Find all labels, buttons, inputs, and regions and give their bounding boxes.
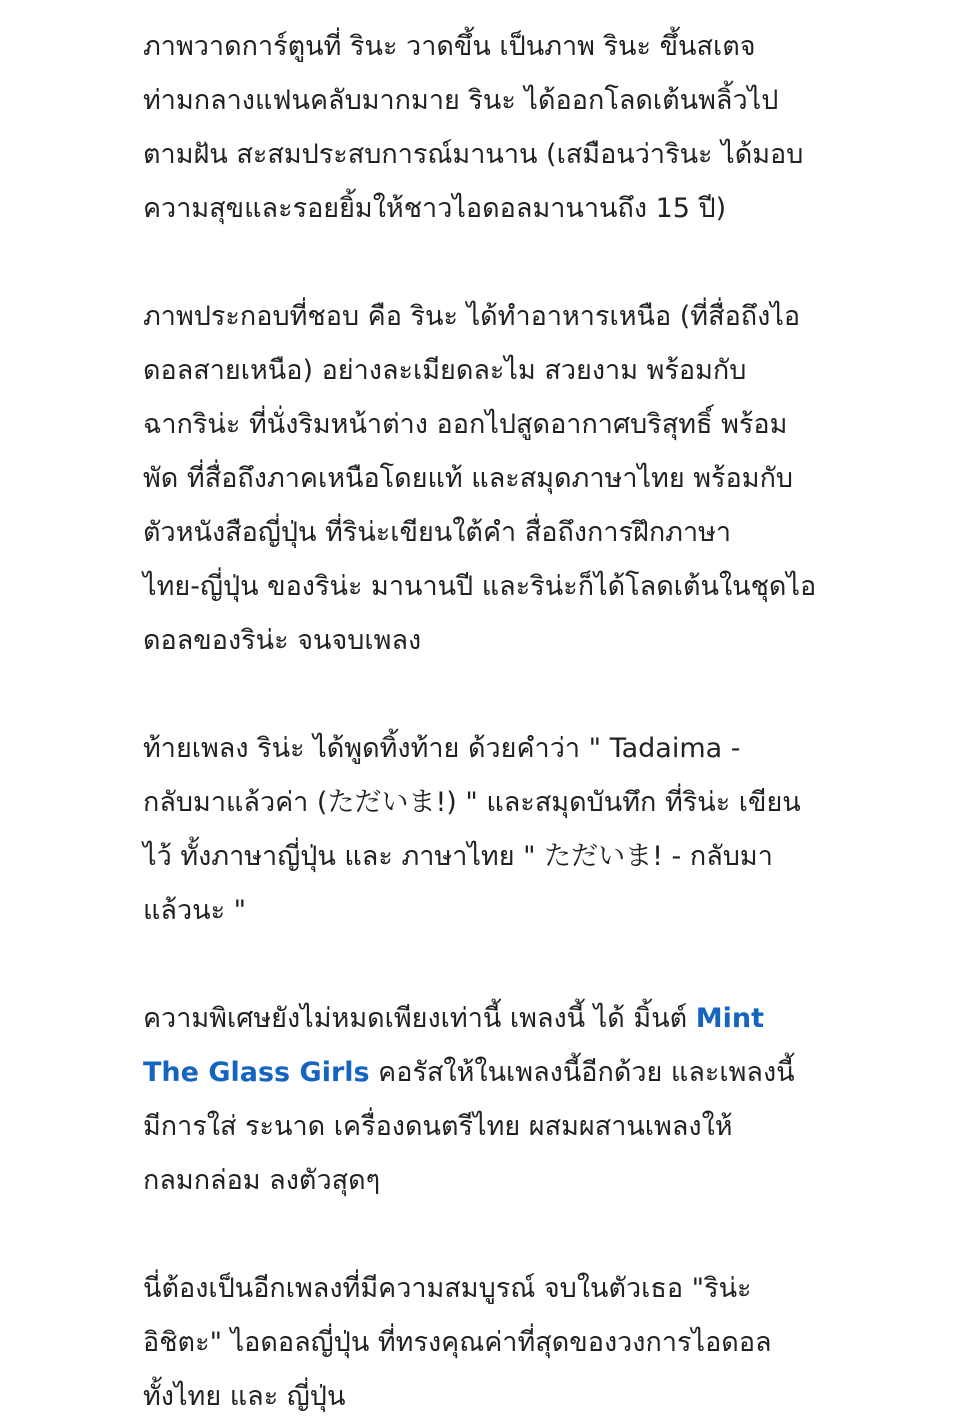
text-line: ตามฝัน สะสมประสบการณ์มานาน (เสมือนว่ารินะ ได้มอบ xyxy=(143,139,804,170)
paragraph-gap xyxy=(143,1208,960,1262)
paragraph-3 xyxy=(143,722,960,938)
text-line: ทั้งไทย และ ญี่ปุ่น xyxy=(143,1381,346,1412)
text-line: ความสุขและรอยยิ้มให้ชาวไอดอลมานานถึง 15 ปี) xyxy=(143,193,727,224)
paragraph-gap xyxy=(143,668,960,722)
text-line xyxy=(143,1046,960,1100)
text-line: กลับมาแล้วค่า (ただいま!) " และสมุดบันทึก ที่ริน่ะ เขียน xyxy=(143,787,801,818)
paragraph-1 xyxy=(143,20,960,236)
paragraph-2 xyxy=(143,290,960,668)
text-line: นี่ต้องเป็นอีกเพลงที่มีความสมบูรณ์ จบในตัวเธอ "ริน่ะ xyxy=(143,1273,752,1304)
the-glass-girls-link[interactable]: The Glass Girls xyxy=(143,1057,370,1088)
text-line: พัด ที่สื่อถึงภาคเหนือโดยแท้ และสมุดภาษาไทย พร้อมกับ xyxy=(143,463,794,494)
text-line: ท่ามกลางแฟนคลับมากมาย รินะ ได้ออกโลดเต้นพลิ้วไป xyxy=(143,85,779,116)
text-segment: ความพิเศษยังไม่หมดเพียงเท่านี้ เพลงนี้ ได้ มิ้นต์ xyxy=(143,1003,696,1034)
text-line: ตัวหนังสือญี่ปุ่น ที่ริน่ะเขียนใต้คำ สื่อถึงการฝึกภาษา xyxy=(143,517,732,548)
text-line: ดอลของริน่ะ จนจบเพลง xyxy=(143,625,422,656)
text-segment: คอรัสให้ในเพลงนี้อีกด้วย และเพลงนี้ xyxy=(369,1057,795,1088)
text-line: ไทย-ญี่ปุ่น ของริน่ะ มานานปี และริน่ะก็ได้โลดเต้นในชุดไอ xyxy=(143,571,817,602)
text-line: กลมกล่อม ลงตัวสุดๆ xyxy=(143,1165,381,1196)
text-line: ภาพวาดการ์ตูนที่ รินะ วาดขึ้น เป็นภาพ รินะ ขึ้นสเตจ xyxy=(143,31,756,62)
paragraph-gap xyxy=(143,236,960,290)
text-line: ท้ายเพลง ริน่ะ ได้พูดทิ้งท้าย ด้วยคำว่า " Tadaima - xyxy=(143,733,741,764)
text-line: แล้วนะ " xyxy=(143,895,247,926)
text-line xyxy=(143,992,960,1046)
text-line: ดอลสายเหนือ) อย่างละเมียดละไม สวยงาม พร้อมกับ xyxy=(143,355,747,386)
text-line: อิชิตะ" ไอดอลญี่ปุ่น ที่ทรงคุณค่าที่สุดของวงการไอดอล xyxy=(143,1327,772,1358)
paragraph-5 xyxy=(143,1262,960,1424)
mint-link[interactable]: Mint xyxy=(695,1003,765,1034)
text-line: ฉากริน่ะ ที่นั่งริมหน้าต่าง ออกไปสูดอากาศบริสุทธิ์ พร้อม xyxy=(143,409,788,440)
paragraph-gap xyxy=(143,938,960,992)
text-line: มีการใส่ ระนาด เครื่องดนตรีไทย ผสมผสานเพลงให้ xyxy=(143,1111,733,1142)
text-line: ไว้ ทั้งภาษาญี่ปุ่น และ ภาษาไทย " ただいま! - กลับมา xyxy=(143,841,773,872)
text-line: ภาพประกอบที่ชอบ คือ รินะ ได้ทำอาหารเหนือ (ที่สื่อถึงไอ xyxy=(143,301,801,332)
paragraph-4 xyxy=(143,992,960,1208)
